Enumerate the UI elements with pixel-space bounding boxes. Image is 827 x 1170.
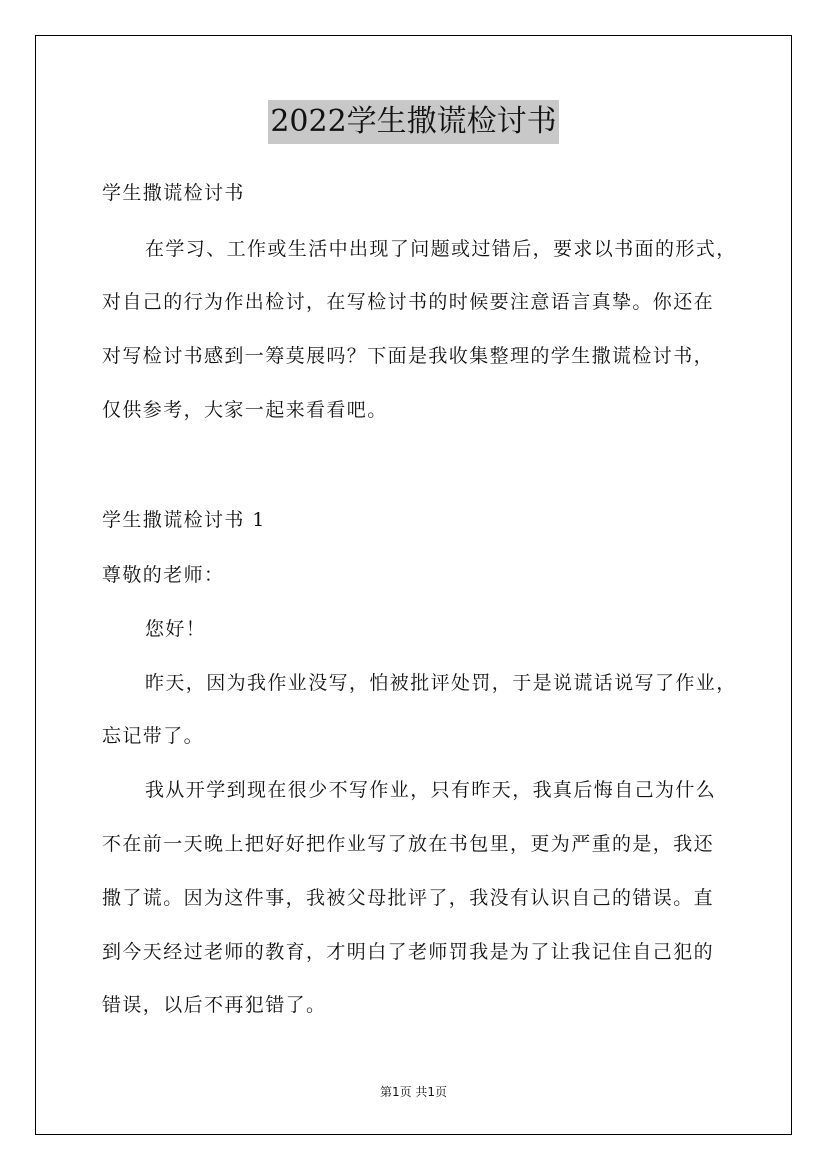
body-line: 昨天，因为我作业没写，怕被批评处罚，于是说谎话说写了作业， <box>145 672 737 694</box>
body-line: 忘记带了。 <box>102 725 205 747</box>
intro-line: 仅供参考，大家一起来看看吧。 <box>102 399 388 421</box>
body-line: 撒了谎。因为这件事，我被父母批评了，我没有认识自己的错误。直 <box>102 887 715 909</box>
title-container <box>0 100 827 144</box>
body-line: 不在前一天晚上把好好把作业写了放在书包里，更为严重的是，我还 <box>102 833 715 855</box>
intro-line: 对写检讨书感到一筹莫展吗？下面是我收集整理的学生撒谎检讨书， <box>102 345 715 367</box>
page-footer: 第1页 共1页 <box>379 1085 448 1099</box>
body-line: 到今天经过老师的教育，才明白了老师罚我是为了让我记住自己犯的 <box>102 941 715 963</box>
body-line: 错误，以后不再犯错了。 <box>102 994 327 1016</box>
greeting: 您好！ <box>145 618 207 640</box>
intro-line: 对自己的行为作出检讨，在写检讨书的时候要注意语言真挚。你还在 <box>102 291 715 313</box>
salutation: 尊敬的老师： <box>102 564 225 586</box>
section-heading: 学生撒谎检讨书 1 <box>102 509 266 531</box>
document-title: 2022学生撒谎检讨书 <box>268 100 558 144</box>
body-line: 我从开学到现在很少不写作业，只有昨天，我真后悔自己为什么 <box>145 779 717 801</box>
subtitle: 学生撒谎检讨书 <box>102 182 245 204</box>
intro-line: 在学习、工作或生活中出现了问题或过错后，要求以书面的形式， <box>145 238 737 260</box>
